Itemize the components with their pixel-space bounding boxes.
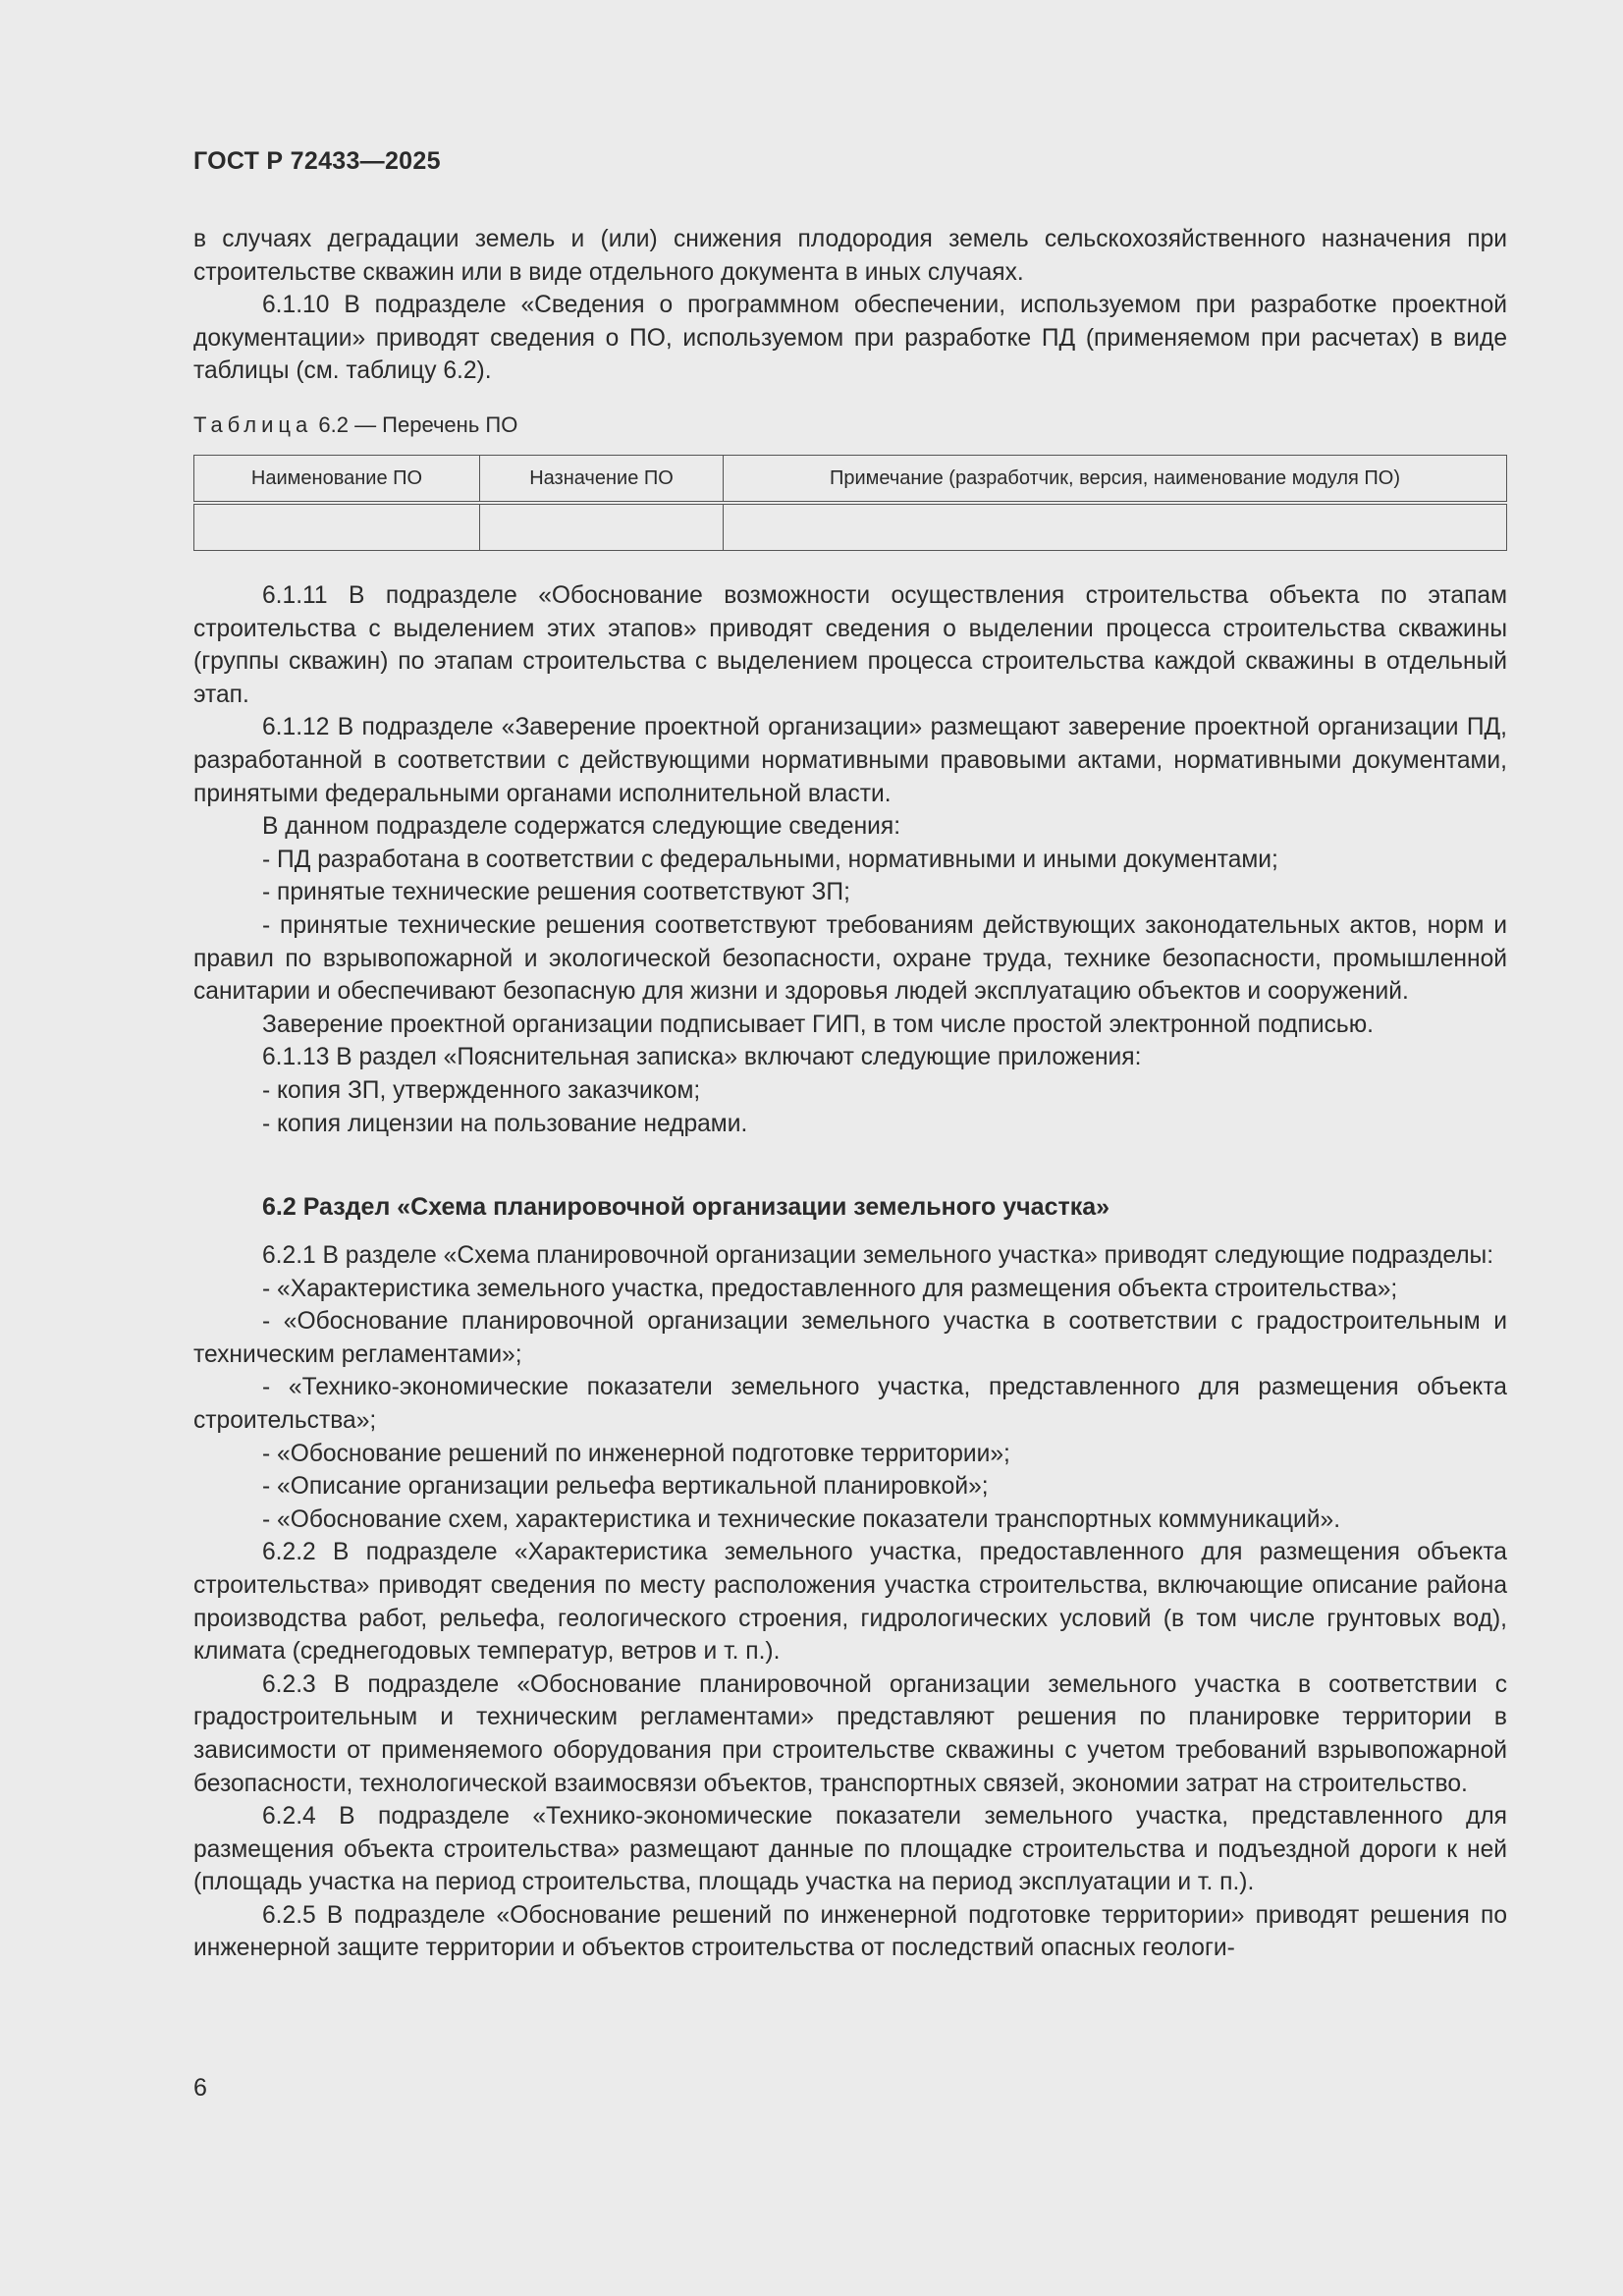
section-heading: 6.2 Раздел «Схема планировочной организации земельного участка»: [262, 1193, 1110, 1221]
table-header-row: [194, 456, 1507, 504]
paragraph: 6.2.2 В подразделе «Характеристика земельного участка, предоставленного для размещения объекта строительства» приводят сведения по месту расположения участка строительства, включающие описание района производства работ, рельефа, геологического строения, гидрологических условий (в том числе грунтовых вод), климата (среднегодовых температур, ветров и т. п.).: [193, 1539, 1507, 1666]
paragraph: 6.2.5 В подразделе «Обоснование решений по инженерной подготовке территории» приводят решения по инженерной защите территории и объектов строительства от последствий опасных геологи-: [193, 1901, 1507, 1962]
table-caption: [193, 412, 517, 438]
text-block-6-1-11: [193, 579, 1507, 1140]
table-header-cell: Примечание (разработчик, версия, наименование модуля ПО): [724, 456, 1507, 504]
paragraph: 6.2.3 В подразделе «Обоснование планировочной организации земельного участка в соответствии с градостроительным и техническим регламентами» представляют решения по планировке территории в зависимости от применяемого оборудования при строительстве скважины с учетом требований взрывопожарной безопасности, технологической взаимосвязи объектов, транспортных связей, экономии затрат на строительство.: [193, 1670, 1507, 1797]
table-caption-title: 6.2 — Перечень ПО: [312, 412, 518, 437]
paragraph: 6.1.10 В подразделе «Сведения о программном обеспечении, используемом при разработке проектной документации» приводят сведения о ПО, используемом при разработке ПД (применяемом при расчетах) в виде таблицы (см. таблицу 6.2).: [193, 292, 1507, 385]
paragraph: - принятые технические решения соответствуют ЗП;: [262, 879, 850, 906]
software-table: [193, 455, 1507, 551]
document-code-header: ГОСТ Р 72433—2025: [193, 147, 441, 175]
paragraph: - «Обоснование планировочной организации земельного участка в соответствии с градостроительным и техническим регламентами»;: [193, 1308, 1507, 1368]
table-row: [194, 503, 1507, 551]
paragraph: - «Характеристика земельного участка, предоставленного для размещения объекта строительства»;: [262, 1275, 1398, 1302]
paragraph: в случаях деградации земель и (или) снижения плодородия земель сельскохозяйственного назначения при строительстве скважин или в виде отдельного документа в иных случаях.: [193, 226, 1507, 286]
table-cell: [194, 503, 480, 551]
paragraph: Заверение проектной организации подписывает ГИП, в том числе простой электронной подписью.: [262, 1011, 1374, 1038]
table-cell: [724, 503, 1507, 551]
paragraph: - ПД разработана в соответствии с федеральными, нормативными и иными документами;: [262, 846, 1278, 873]
paragraph: 6.2.1 В разделе «Схема планировочной организации земельного участка» приводят следующие подразделы:: [262, 1242, 1494, 1269]
paragraph: - принятые технические решения соответствуют требованиям действующих законодательных актов, норм и правил по взрывопожарной и экологической безопасности, охране труда, технике безопасности, промышленной санитарии и обеспечивают безопасную для жизни и здоровья людей эксплуатацию объектов и сооружений.: [193, 911, 1507, 1006]
text-block-6-2: [193, 1239, 1507, 1965]
text-block-intro: [193, 223, 1507, 388]
table-cell: [480, 503, 724, 551]
table-caption-word: Таблица: [193, 412, 313, 437]
paragraph: 6.1.11 В подразделе «Обоснование возможности осуществления строительства объекта по этапам строительства с выделением этих этапов» приводят сведения о выделении процесса строительства скважины (группы скважин) по этапам строительства с выделением процесса строительства каждой скважины в отдельный этап.: [193, 582, 1507, 708]
paragraph: В данном подразделе содержатся следующие сведения:: [262, 813, 901, 841]
paragraph: - «Обоснование схем, характеристика и технические показатели транспортных коммуникаций».: [262, 1505, 1341, 1533]
paragraph: - копия лицензии на пользование недрами.: [262, 1110, 748, 1137]
paragraph: - «Описание организации рельефа вертикальной планировкой»;: [262, 1473, 989, 1501]
paragraph: 6.1.12 В подразделе «Заверение проектной организации» размещают заверение проектной организации ПД, разработанной в соответствии с действующими нормативными правовыми актами, нормативными документами, принятыми федеральными органами исполнительной власти.: [193, 714, 1507, 807]
paragraph: - «Технико-экономические показатели земельного участка, представленного для размещения объекта строительства»;: [193, 1374, 1507, 1434]
table-header-cell: Назначение ПО: [480, 456, 724, 504]
page-number: 6: [193, 2074, 207, 2102]
paragraph: - «Обоснование решений по инженерной подготовке территории»;: [262, 1440, 1010, 1467]
table-header-cell: Наименование ПО: [194, 456, 480, 504]
paragraph: 6.2.4 В подразделе «Технико-экономические показатели земельного участка, представленного для размещения объекта строительства» размещают данные по площадке строительства и подъездной дороги к ней (площадь участка на период строительства, площадь участка на период эксплуатации и т. п.).: [193, 1803, 1507, 1896]
paragraph: 6.1.13 В раздел «Пояснительная записка» включают следующие приложения:: [262, 1044, 1142, 1071]
paragraph: - копия ЗП, утвержденного заказчиком;: [262, 1076, 701, 1104]
